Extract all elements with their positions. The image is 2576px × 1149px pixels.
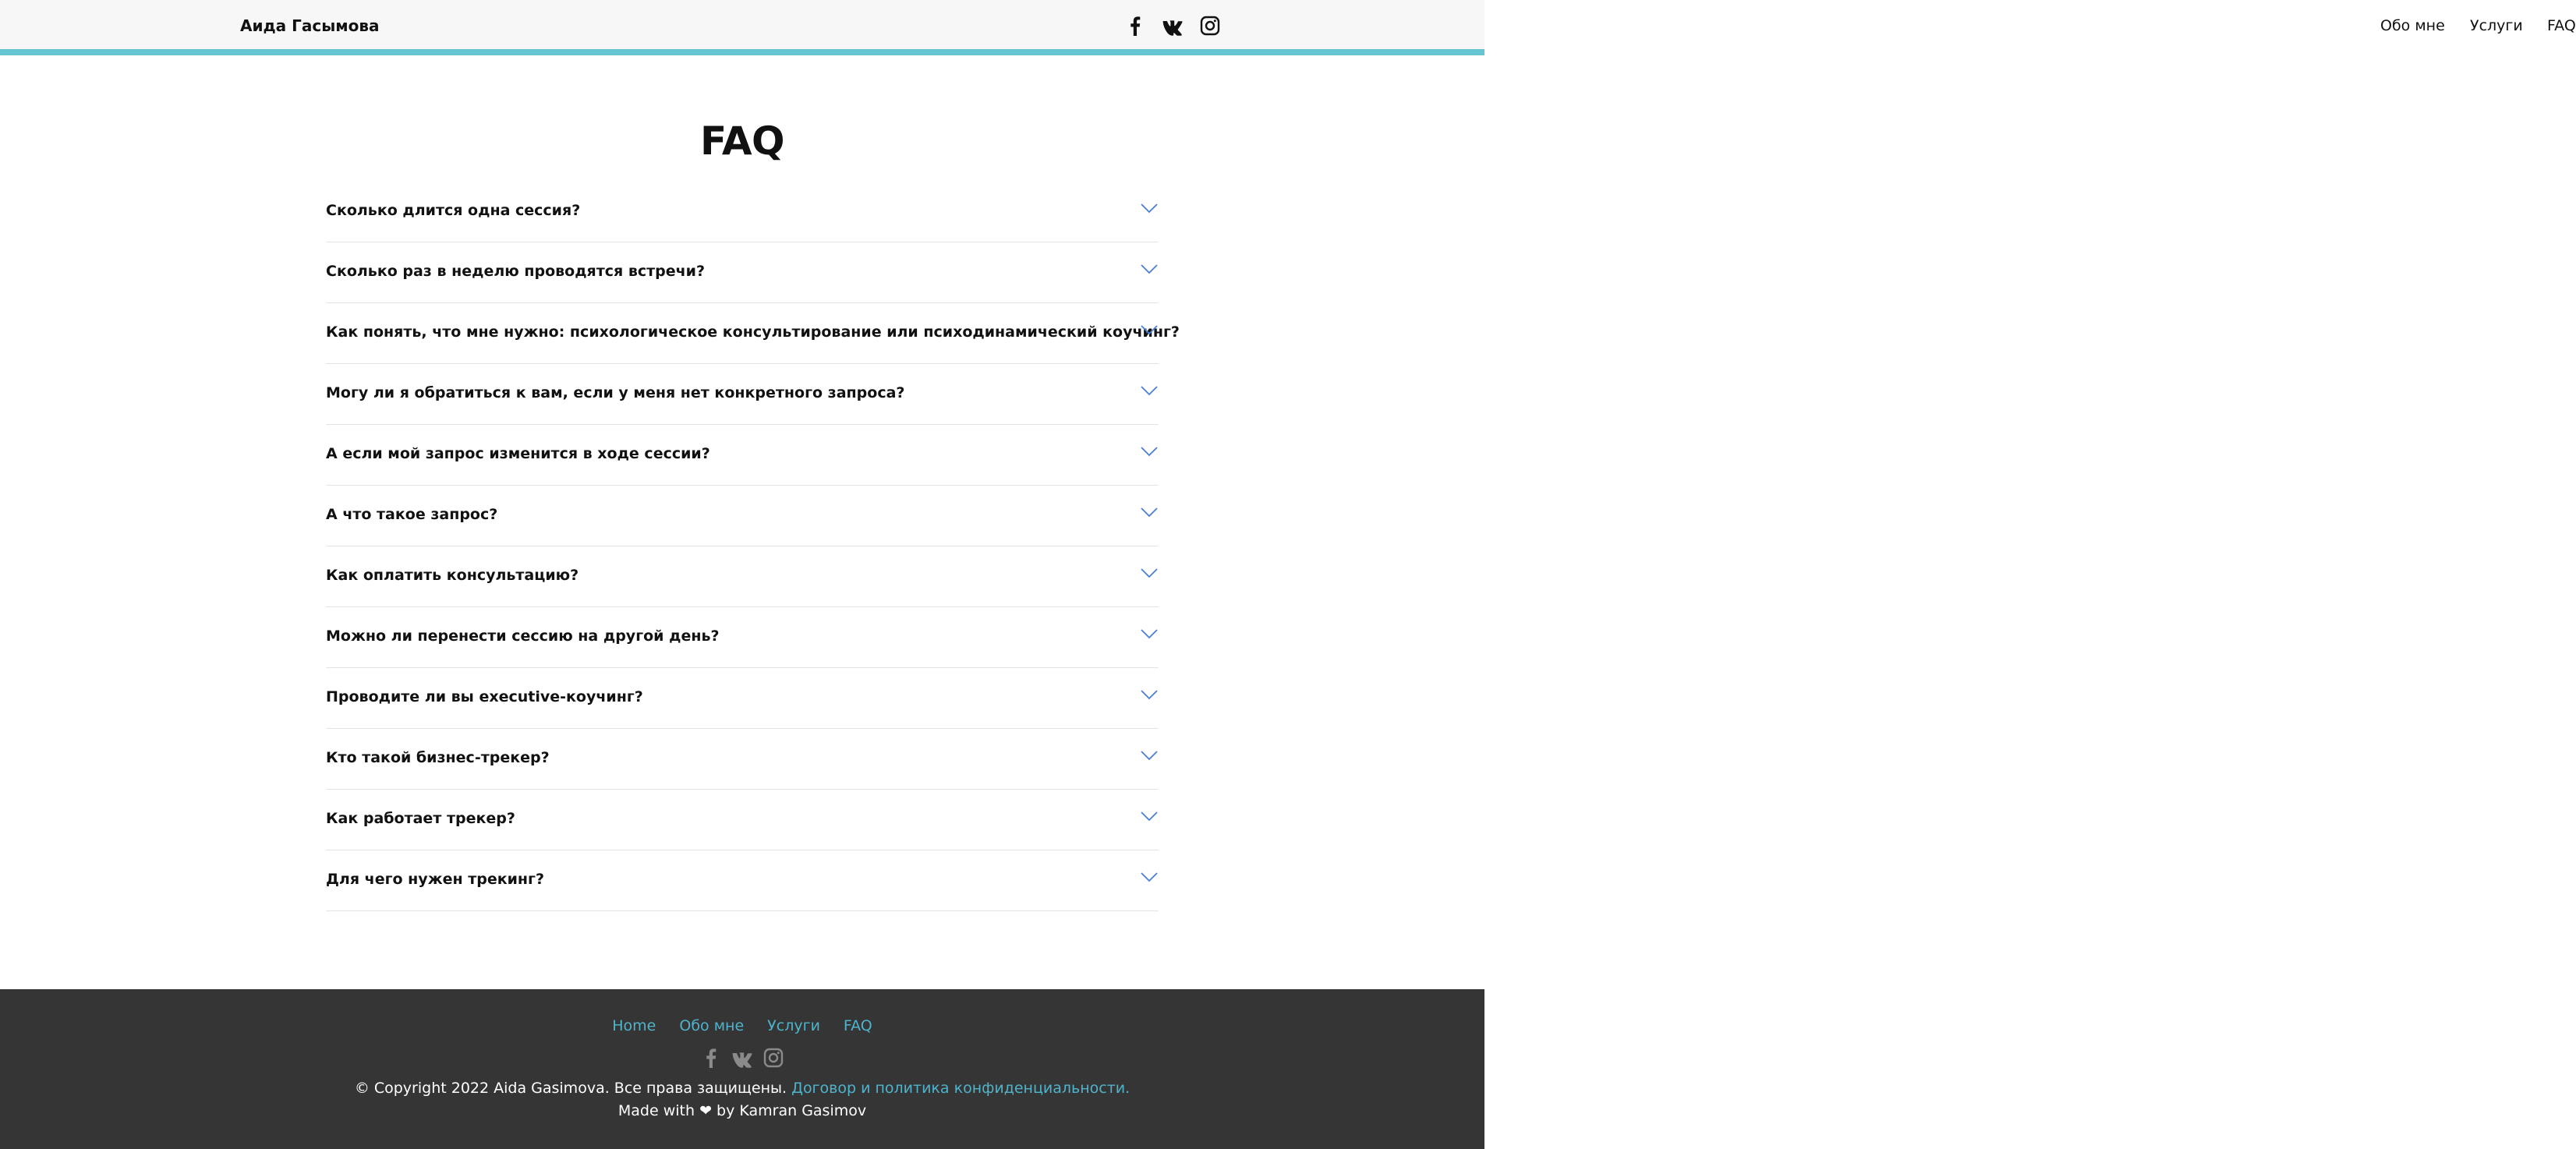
faq-question: Как понять, что мне нужно: психологическое консультирование или психодинамический коучинг? [326,323,1180,341]
faq-item[interactable] [326,182,1159,242]
nav-link-services[interactable]: Услуги [2470,17,2523,34]
faq-item[interactable] [326,607,1159,668]
vk-icon[interactable] [1162,15,1184,37]
nav-link-about[interactable]: Обо мне [2380,17,2445,34]
faq-question: А если мой запрос изменится в ходе сессии? [326,445,710,462]
faq-item[interactable] [326,242,1159,303]
facebook-icon[interactable] [1124,15,1146,37]
chevron-down-icon[interactable] [1140,506,1159,518]
faq-question: Сколько длится одна сессия? [326,202,581,219]
chevron-down-icon[interactable] [1140,323,1159,336]
copyright-text: © Copyright 2022 Aida Gasimova. Все права защищены. [354,1080,787,1097]
faq-question: Для чего нужен трекинг? [326,871,545,888]
footer-nav [0,1017,1484,1034]
instagram-icon[interactable] [1199,15,1221,37]
faq-question: Сколько раз в неделю проводятся встречи? [326,263,706,280]
header-accent-bar [0,49,1484,55]
faq-item[interactable] [326,425,1159,486]
footer-link-home[interactable]: Home [612,1017,656,1034]
instagram-icon[interactable] [763,1047,784,1069]
vk-icon[interactable] [731,1047,753,1069]
chevron-down-icon[interactable] [1140,384,1159,397]
faq-item[interactable] [326,850,1159,911]
faq-question: Кто такой бизнес-трекер? [326,749,550,766]
faq-question: Как оплатить консультацию? [326,567,579,584]
facebook-icon[interactable] [700,1047,722,1069]
site-footer [0,989,1484,1149]
brand-link[interactable]: Аида Гасымова [240,16,380,35]
chevron-down-icon[interactable] [1140,202,1159,214]
nav-link-faq[interactable]: FAQ [2547,17,2576,34]
footer-link-faq[interactable]: FAQ [843,1017,872,1034]
chevron-down-icon[interactable] [1140,445,1159,458]
chevron-down-icon[interactable] [1140,810,1159,822]
faq-item[interactable] [326,303,1180,364]
footer-link-services[interactable]: Услуги [767,1017,820,1034]
faq-question: Проводите ли вы executive-коучинг? [326,688,643,705]
chevron-down-icon[interactable] [1140,749,1159,762]
site-header [0,0,2576,49]
policy-link[interactable]: Договор и политика конфиденциальности. [791,1080,1131,1097]
heart-icon: ❤ [699,1102,712,1119]
faq-question: А что такое запрос? [326,506,498,523]
chevron-down-icon[interactable] [1140,263,1159,275]
chevron-down-icon[interactable] [1140,688,1159,701]
footer-social [0,1047,1484,1069]
faq-question: Могу ли я обратиться к вам, если у меня нет конкретного запроса? [326,384,905,401]
faq-list [326,182,1180,911]
page-title: FAQ [699,118,785,164]
made-with-author: by Kamran Gasimov [717,1102,867,1119]
copyright-line [0,1080,1484,1097]
faq-item[interactable] [326,790,1159,850]
chevron-down-icon[interactable] [1140,628,1159,640]
faq-item[interactable] [326,729,1159,790]
faq-item[interactable] [326,486,1159,546]
faq-question: Можно ли перенести сессию на другой день? [326,628,720,645]
faq-item[interactable] [326,364,1159,425]
made-with-prefix: Made with [617,1102,695,1119]
faq-question: Как работает трекер? [326,810,515,827]
faq-item[interactable] [326,668,1159,729]
made-with-line [0,1102,1484,1119]
chevron-down-icon[interactable] [1140,871,1159,883]
chevron-down-icon[interactable] [1140,567,1159,579]
faq-item[interactable] [326,546,1159,607]
footer-link-about[interactable]: Обо мне [679,1017,745,1034]
